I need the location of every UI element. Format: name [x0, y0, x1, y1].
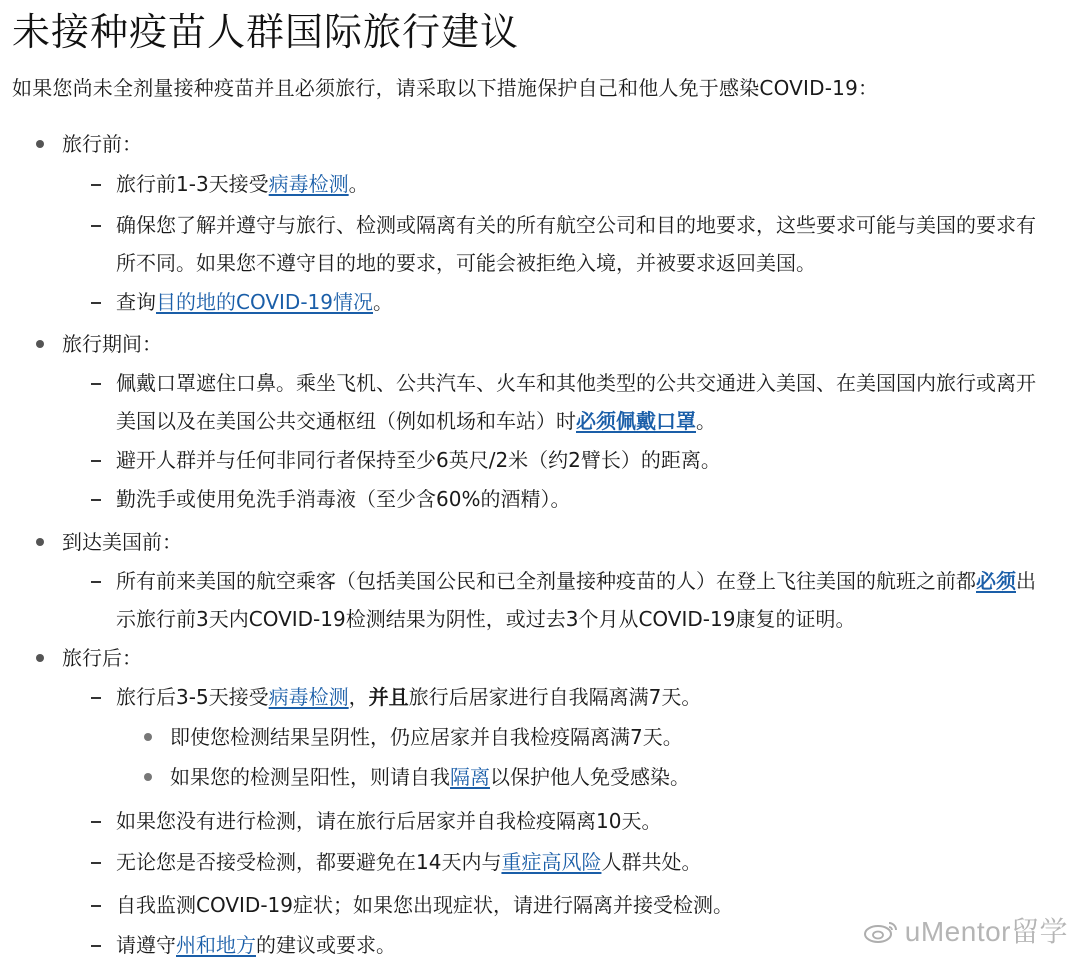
- item-text: 旅行前1-3天接受: [116, 172, 269, 196]
- item-text: 无论您是否接受检测，都要避免在14天内与: [116, 850, 502, 874]
- high-risk-link[interactable]: 重症高风险: [501, 850, 602, 874]
- list-dash: [91, 945, 101, 947]
- sub-list-item: 即使您检测结果呈阴性，仍应居家并自我检疫隔离满7天。: [170, 725, 683, 749]
- section-bullet: [36, 538, 44, 546]
- item-text: 。: [696, 409, 716, 433]
- sub-bullet: [144, 773, 152, 781]
- section-heading-after-travel: 旅行后：: [62, 646, 142, 670]
- list-item: [116, 164, 369, 204]
- list-item: 自我监测COVID-19症状；如果您出现症状，请进行隔离并接受检测。: [116, 893, 734, 917]
- destination-covid-link[interactable]: 目的地的COVID-19情况: [156, 290, 374, 314]
- list-item: [116, 282, 393, 322]
- emphasis-text: 并且: [368, 685, 409, 709]
- item-text: 佩戴口罩遮住口鼻。乘坐飞机、公共汽车、火车和其他类型的公共交通进入美国、在美国国内旅行或离开美国以及在美国公共交通枢纽（例如机场和车站）时: [116, 371, 1036, 433]
- item-text: 查询: [116, 290, 156, 314]
- list-dash: [91, 697, 101, 699]
- list-item: 如果您没有进行检测，请在旅行后居家并自我检疫隔离10天。: [116, 809, 662, 833]
- intro-paragraph: 如果您尚未全剂量接种疫苗并且必须旅行，请采取以下措施保护自己和他人免于感染COVID-19：: [12, 76, 879, 100]
- item-text: 的建议或要求。: [256, 933, 396, 957]
- item-text: 如果您的检测呈阳性，则请自我: [170, 765, 450, 789]
- section-bullet: [36, 140, 44, 148]
- sub-list-item: [170, 757, 690, 797]
- sub-bullet: [144, 733, 152, 741]
- item-text: 旅行后3-5天接受: [116, 685, 269, 709]
- item-text: ，: [348, 685, 369, 709]
- section-heading-during-travel: 旅行期间：: [62, 332, 162, 356]
- list-item: 避开人群并与任何非同行者保持至少6英尺/2米（约2臂长）的距离。: [116, 448, 721, 472]
- section-bullet: [36, 340, 44, 348]
- item-text: 以保护他人免受感染。: [490, 765, 690, 789]
- list-dash: [91, 905, 101, 907]
- watermark-text: uMentor留学: [904, 916, 1068, 947]
- weibo-icon: [863, 919, 899, 943]
- list-dash: [91, 184, 101, 186]
- item-text: 所有前来美国的航空乘客（包括美国公民和已全剂量接种疫苗的人）在登上飞往美国的航班之前都: [116, 569, 976, 593]
- list-item: [116, 925, 396, 965]
- item-text: 旅行后居家进行自我隔离满7天。: [408, 685, 702, 709]
- list-dash: [91, 460, 101, 462]
- list-dash: [91, 302, 101, 304]
- list-dash: [91, 383, 101, 385]
- item-text: 。: [373, 290, 394, 314]
- list-dash: [91, 821, 101, 823]
- watermark: [863, 910, 1068, 950]
- list-dash: [91, 862, 101, 864]
- list-dash: [91, 581, 101, 583]
- section-heading-before-travel: 旅行前：: [62, 132, 142, 156]
- section-heading-before-arrival: 到达美国前：: [62, 530, 182, 554]
- item-text: 。: [348, 172, 369, 196]
- list-item: [116, 842, 701, 882]
- mask-required-link[interactable]: 必须佩戴口罩: [576, 409, 696, 433]
- item-text: 请遵守: [116, 933, 176, 957]
- list-dash: [91, 499, 101, 501]
- isolation-link[interactable]: 隔离: [450, 765, 490, 789]
- state-local-link[interactable]: 州和地方: [176, 933, 256, 957]
- list-item: [116, 364, 1051, 440]
- list-dash: [91, 225, 101, 227]
- item-text: 出示旅行前3天内COVID-19检测结果为阴性，或过去3个月从COVID-19康复的证明。: [116, 569, 1036, 631]
- item-text: 人群共处。: [601, 850, 702, 874]
- list-item: [116, 562, 1051, 638]
- list-item: 确保您了解并遵守与旅行、检测或隔离有关的所有航空公司和目的地要求，这些要求可能与美国的要求有所不同。如果您不遵守目的地的要求，可能会被拒绝入境，并被要求返回美国。: [116, 213, 1036, 275]
- list-item: [116, 677, 701, 717]
- section-bullet: [36, 654, 44, 662]
- must-link[interactable]: 必须: [976, 569, 1016, 593]
- virus-test-link[interactable]: 病毒检测: [268, 685, 349, 709]
- page-title: 未接种疫苗人群国际旅行建议: [12, 10, 520, 54]
- virus-test-link[interactable]: 病毒检测: [268, 172, 349, 196]
- list-item: 勤洗手或使用免洗手消毒液（至少含60%的酒精）。: [116, 487, 571, 511]
